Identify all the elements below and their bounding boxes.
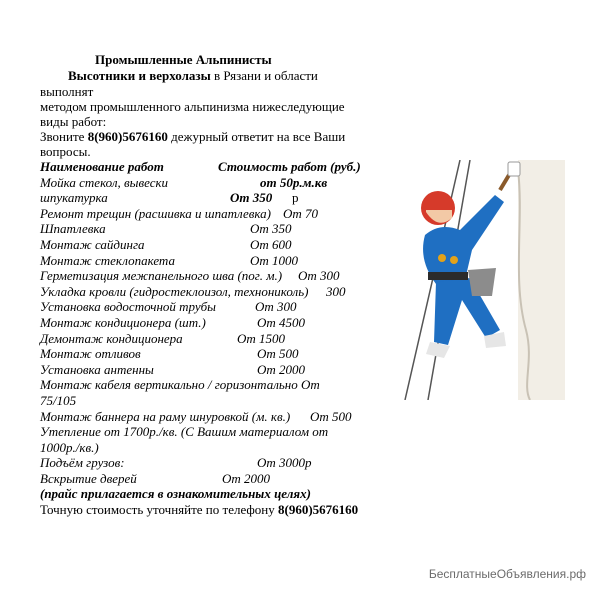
row-name: Монтаж кондиционера (шт.)	[40, 314, 206, 330]
row-price: от 50р.м.кв	[260, 174, 328, 190]
row-price: От 1500	[237, 330, 286, 346]
row-price: От 1000	[250, 252, 299, 268]
price-row	[40, 315, 390, 331]
price-row	[40, 362, 390, 378]
row-price: От 70	[283, 205, 319, 221]
table-header	[40, 159, 390, 175]
row-name: Демонтаж кондиционера	[40, 330, 183, 346]
price-row	[40, 206, 390, 222]
row-name: Укладка кровли (гидростеклоизол, технониколь)	[40, 283, 309, 299]
row-name: Монтаж стеклопакета	[40, 252, 175, 268]
note-text: (прайс прилагается в ознакомительных целях)	[40, 486, 311, 502]
row-price: От 500	[257, 346, 299, 362]
insulation-text: Утепление от 1700р./кв. (С Вашим материалом от	[40, 424, 329, 440]
row-price: От 2000	[257, 361, 306, 377]
row-name: Монтаж отливов	[40, 346, 141, 362]
price-row	[40, 237, 390, 253]
price-row	[40, 268, 390, 284]
price-row	[40, 331, 390, 347]
price-row	[40, 190, 390, 206]
call-prefix: Звоните	[40, 129, 88, 144]
price-row	[40, 221, 390, 237]
row-name: шпукатурка	[40, 190, 108, 206]
row-name: Монтаж баннера на раму шнуровкой (м. кв.)	[40, 408, 291, 424]
price-row	[40, 284, 390, 300]
insulation-text-2: 1000р./кв.)	[40, 439, 99, 455]
bucket-icon	[468, 268, 496, 296]
row-price: От 300	[255, 299, 297, 315]
insulation-line	[40, 424, 390, 440]
intro-line: выполнят	[40, 84, 94, 99]
call-line-2: вопросы.	[40, 144, 91, 159]
row-price: От 3000р	[257, 455, 312, 471]
row-name: Монтаж сайдинга	[40, 236, 145, 252]
document-subtitle	[68, 68, 318, 84]
price-row	[40, 471, 390, 487]
row-price: От 500	[310, 408, 352, 424]
cable-text-2: 75/105	[40, 392, 77, 408]
row-price: От 350	[230, 190, 273, 206]
phone-number: 8(960)5676160	[87, 129, 168, 144]
insulation-line-2	[40, 440, 390, 456]
row-price: 300	[326, 283, 346, 299]
document-body	[40, 84, 390, 517]
price-row	[40, 253, 390, 269]
row-price: От 300	[298, 268, 340, 284]
price-row	[40, 175, 390, 191]
footer-prefix: Точную стоимость уточняйте по телефону	[40, 502, 279, 518]
footer-phone: 8(960)5676160	[278, 502, 359, 518]
climber-illustration	[400, 160, 565, 400]
price-row	[40, 299, 390, 315]
subtitle-bold: Высотники и верхолазы	[68, 68, 211, 83]
header-price: Стоимость работ (руб.)	[218, 159, 361, 174]
row-name: Мойка стекол, вывески	[40, 174, 169, 190]
row-price-unit: р	[292, 190, 299, 206]
subtitle-rest: в Рязани и области	[210, 68, 318, 83]
cable-line	[40, 377, 390, 393]
call-line	[40, 129, 390, 144]
watermark: БесплатныеОбъявления.рф	[428, 567, 586, 581]
row-name: Шпатлевка	[40, 221, 106, 237]
row-name: Установка антенны	[40, 361, 154, 377]
wall	[518, 160, 565, 400]
row-name: Установка водосточной трубы	[40, 299, 216, 315]
row-name: Герметизация межпанельного шва (пог. м.)	[40, 268, 283, 284]
row-name: Подъём грузов:	[40, 455, 125, 471]
intro-line: виды работ:	[40, 114, 107, 129]
row-name: Ремонт трещин (расшивка и шпатлевка)	[40, 205, 271, 221]
row-price: От 4500	[257, 314, 306, 330]
cable-text: Монтаж кабеля вертикально / горизонтально От	[40, 377, 320, 393]
cable-line-2	[40, 393, 390, 409]
intro-line: методом промышленного альпинизма нижеследующие	[40, 99, 345, 114]
document-title: Промышленные Альпинисты	[95, 52, 272, 67]
row-price: От 350	[250, 221, 292, 237]
paint-roller	[508, 162, 520, 176]
price-row	[40, 409, 390, 425]
row-price: От 2000	[222, 470, 271, 486]
price-row	[40, 455, 390, 471]
footer-line	[40, 502, 390, 517]
note-line	[40, 486, 390, 502]
header-name: Наименование работ	[40, 159, 164, 174]
call-suffix: дежурный ответит на все Ваши	[167, 129, 346, 144]
row-name: Вскрытие дверей	[40, 470, 137, 486]
price-row	[40, 346, 390, 362]
row-price: От 600	[250, 236, 292, 252]
